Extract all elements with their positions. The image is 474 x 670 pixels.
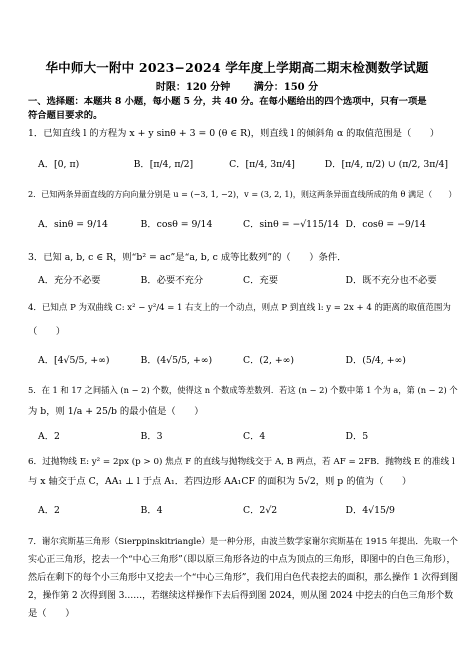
q1-option-a: A．[0, π)	[38, 159, 80, 170]
exam-title: 华中师大一附中 2023−2024 学年度上学期高二期末检测数学试题	[45, 60, 429, 75]
q3-option-c: C．充要	[243, 275, 279, 286]
question-5-stem-cont: 为 b，则 1/a + 25/b 的最小值是（ ）	[28, 406, 204, 417]
q2-option-d: D．cosθ = −9/14	[345, 219, 426, 230]
question-5-stem: 5．在 1 和 17 之间插入 (n − 2) 个数，使得这 n 个数成等差数列．若这 (n − 2) 个数中第 1 个为 a，第 (n − 2) 个	[28, 385, 458, 395]
question-4-stem-cont: （ ）	[28, 326, 66, 337]
q5-option-c: C．4	[243, 431, 266, 442]
q5-option-d: D．5	[345, 431, 369, 442]
question-4-options	[38, 352, 448, 366]
question-6-stem: 6．过抛物线 E: y² = 2px (p > 0) 焦点 F 的直线与抛物线交于 A, B 两点，若 AF = 2FB．抛物线 E 的准线 l	[28, 457, 455, 467]
q2-option-a: A．sinθ = 9/14	[38, 219, 108, 230]
q5-option-b: B．3	[140, 431, 163, 442]
question-7-stem-2: 实心正三角形，挖去一个“中心三角形”（即以原三角形各边的中点为顶点的三角形，即图中的白色三角形），	[28, 555, 456, 565]
question-3-options	[38, 272, 448, 286]
q6-option-d: D．4√15/9	[345, 505, 395, 516]
question-7-stem-5: 是（ ）	[28, 608, 75, 619]
q4-option-d: D．(5/4, +∞)	[345, 355, 406, 366]
question-5-options	[38, 428, 448, 442]
question-4-stem: 4．已知点 P 为双曲线 C: x² − y²/4 = 1 右支上的一个动点，则点 P 到直线 l: y = 2x + 4 的距离的取值范围为	[28, 303, 451, 313]
time-limit: 时限：120 分钟	[155, 82, 231, 93]
q2-option-c: C．sinθ = −√115/14	[243, 219, 339, 230]
question-1-stem: 1．已知直线 l 的方程为 x + y sinθ + 3 = 0 (θ ∈ R)，则直线 l 的倾斜角 α 的取值范围是（ ）	[28, 128, 440, 139]
q3-option-a: A．充分不必要	[38, 275, 101, 286]
q6-option-c: C．2√2	[243, 505, 278, 516]
q4-option-c: C．(2, +∞)	[243, 355, 295, 366]
question-6-stem-cont: 与 x 轴交于点 C，AA₁ ⊥ l 于点 A₁．若四边形 AA₁CF 的面积为 5√2，则 p 的值为（ ）	[28, 476, 412, 487]
question-7-stem-4: 2，操作第 2 次得到图 3……，若继续这样操作下去后得到图 2024，则从图 2024 中挖去的白色三角形个数	[28, 591, 454, 601]
q1-option-d: D．[π/4, π/2) ∪ (π/2, 3π/4]	[324, 159, 449, 170]
question-2-stem: 2．已知两条异面直线的方向向量分别是 u = (−3, 1, −2)，v = (3, 2, 1)，则这两条异面直线所成的角 θ 满足（ ）	[28, 189, 457, 199]
total-score: 满分：150 分	[253, 82, 319, 93]
q4-option-b: B．(4√5/5, +∞)	[140, 355, 213, 366]
q6-option-b: B．4	[140, 505, 163, 516]
q3-option-b: B．必要不充分	[140, 275, 204, 286]
question-7-stem: 7．谢尔宾斯基三角形（Sierppinskitriangle）是一种分形，由波兰数学家谢尔宾斯基在 1915 年提出．先取一个	[28, 537, 458, 547]
q6-option-a: A．2	[38, 505, 60, 516]
q2-option-b: B．cosθ = 9/14	[140, 219, 213, 230]
q5-option-a: A．2	[38, 431, 60, 442]
question-1-options	[38, 156, 448, 170]
section-heading: 一、选择题：本题共 8 小题，每小题 5 分，共 40 分。在每小题给出的四个选项中，只有一项是	[28, 96, 427, 107]
q1-option-b: B．[π/4, π/2]	[133, 159, 194, 170]
question-2-options	[38, 216, 448, 230]
q4-option-a: A．[4√5/5, +∞)	[38, 355, 110, 366]
question-3-stem: 3．已知 a, b, c ∈ R，则“b² = ac”是“a, b, c 成等比数列”的（ ）条件．	[28, 252, 347, 263]
q3-option-d: D．既不充分也不必要	[345, 275, 437, 286]
question-7-stem-3: 然后在剩下的每个小三角形中又挖去一个“中心三角形”，我们用白色代表挖去的面积，那么操作 1 次得到图	[28, 573, 459, 583]
q1-option-c: C．[π/4, 3π/4]	[229, 159, 295, 170]
exam-meta	[0, 78, 474, 93]
question-6-options	[38, 502, 448, 516]
section-heading-cont: 符合题目要求的。	[28, 110, 103, 121]
